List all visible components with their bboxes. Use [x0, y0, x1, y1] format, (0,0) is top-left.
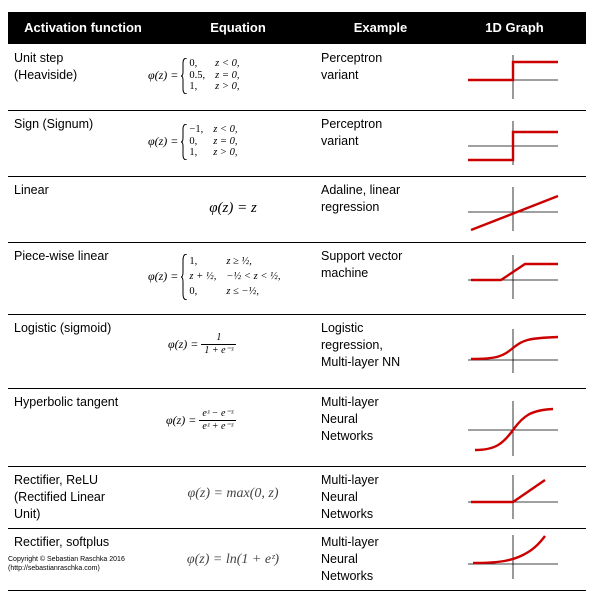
equation-cases: [181, 124, 241, 159]
function-name: Hyperbolic tangent: [14, 395, 119, 409]
function-name: Linear: [14, 183, 49, 197]
fraction-numerator: 1: [201, 332, 236, 345]
case-value: −1,: [189, 124, 204, 135]
header-equation: Equation: [210, 20, 266, 35]
case-condition: z = 0,: [215, 69, 240, 81]
function-name: Logistic (sigmoid): [14, 321, 112, 335]
softplus-graph: [443, 532, 583, 582]
fraction-denominator: 1 + e⁻ᶻ: [204, 345, 234, 356]
equation-lhs: φ(z) =: [168, 337, 199, 351]
example: Multi-layer Neural Networks: [321, 473, 379, 521]
function-name: Rectifier, ReLU (Rectified Linear Unit): [14, 473, 106, 521]
case-value: z + ½,: [189, 271, 217, 282]
fraction-denominator: eᶻ + e⁻ᶻ: [202, 421, 234, 432]
copyright-text: Copyright © Sebastian Raschka 2016: [8, 556, 125, 563]
table-row: [8, 110, 586, 177]
equation: [166, 408, 336, 433]
piecewise-linear-graph: [443, 252, 583, 302]
example: Adaline, linear regression: [321, 183, 401, 214]
equation-lhs: φ(z) =: [166, 413, 197, 427]
sigmoid-graph: [443, 326, 583, 376]
case-value: 0,: [189, 135, 198, 147]
case-condition: −½ < z < ½,: [226, 271, 281, 282]
case-condition: z < 0,: [215, 58, 240, 69]
table-header: [8, 12, 586, 44]
copyright-url: (http://sebastianraschka.com): [8, 565, 100, 572]
fraction-numerator: eᶻ − e⁻ᶻ: [199, 408, 236, 421]
equation-lhs: φ(z) =: [148, 269, 179, 283]
tanh-graph: [443, 398, 583, 458]
unit-step-graph: [443, 52, 583, 102]
equation: [168, 332, 338, 357]
function-name: Sign (Signum): [14, 117, 94, 131]
table-row: [8, 388, 586, 467]
header-1d-graph: 1D Graph: [485, 20, 544, 35]
case-condition: z ≤ −½,: [226, 286, 260, 297]
equation-text: φ(z) = ln(1 + eᶻ): [186, 552, 280, 567]
case-value: 1,: [189, 81, 198, 92]
equation-cases: [181, 58, 243, 93]
function-name: Unit step (Heaviside): [14, 51, 78, 82]
relu-graph: [443, 472, 583, 522]
table-row: [8, 176, 586, 243]
table-row: [8, 242, 586, 315]
case-value: 1,: [189, 256, 198, 267]
equation: [148, 254, 318, 299]
case-value: 1,: [189, 147, 198, 158]
case-value: 0,: [189, 286, 198, 297]
equation-fraction: [201, 332, 236, 357]
header-activation-function: Activation function: [24, 20, 142, 35]
case-condition: z > 0,: [213, 147, 238, 158]
example: Perceptron variant: [321, 117, 383, 148]
equation-lhs: φ(z) =: [148, 67, 179, 82]
equation-lhs: φ(z) =: [148, 133, 179, 148]
function-name: Rectifier, softplus: [14, 535, 110, 549]
equation-fraction: [199, 408, 236, 433]
case-condition: z = 0,: [213, 135, 238, 147]
table-row: [8, 466, 586, 529]
example: Support vector machine: [321, 249, 403, 280]
copyright-footer: [8, 555, 125, 573]
equation-cases: [181, 254, 284, 299]
example: Perceptron variant: [321, 51, 383, 82]
equation: [148, 58, 318, 93]
example: Multi-layer Neural Networks: [321, 535, 379, 583]
function-name: Piece-wise linear: [14, 249, 109, 263]
table-row: [8, 44, 586, 111]
header-example: Example: [353, 20, 408, 35]
equation: [148, 124, 318, 159]
linear-graph: [443, 184, 583, 234]
example: Multi-layer Neural Networks: [321, 395, 379, 443]
case-value: 0,: [189, 58, 198, 69]
sign-graph: [443, 118, 583, 168]
equation-text: φ(z) = max(0, z): [187, 486, 279, 501]
case-condition: z < 0,: [213, 124, 238, 135]
case-condition: z > 0,: [215, 81, 240, 92]
case-value: 0.5,: [189, 69, 206, 81]
case-condition: z ≥ ½,: [226, 256, 252, 267]
table-row: [8, 314, 586, 389]
example: Logistic regression, Multi-layer NN: [321, 321, 401, 369]
equation-text: φ(z) = z: [209, 200, 257, 216]
